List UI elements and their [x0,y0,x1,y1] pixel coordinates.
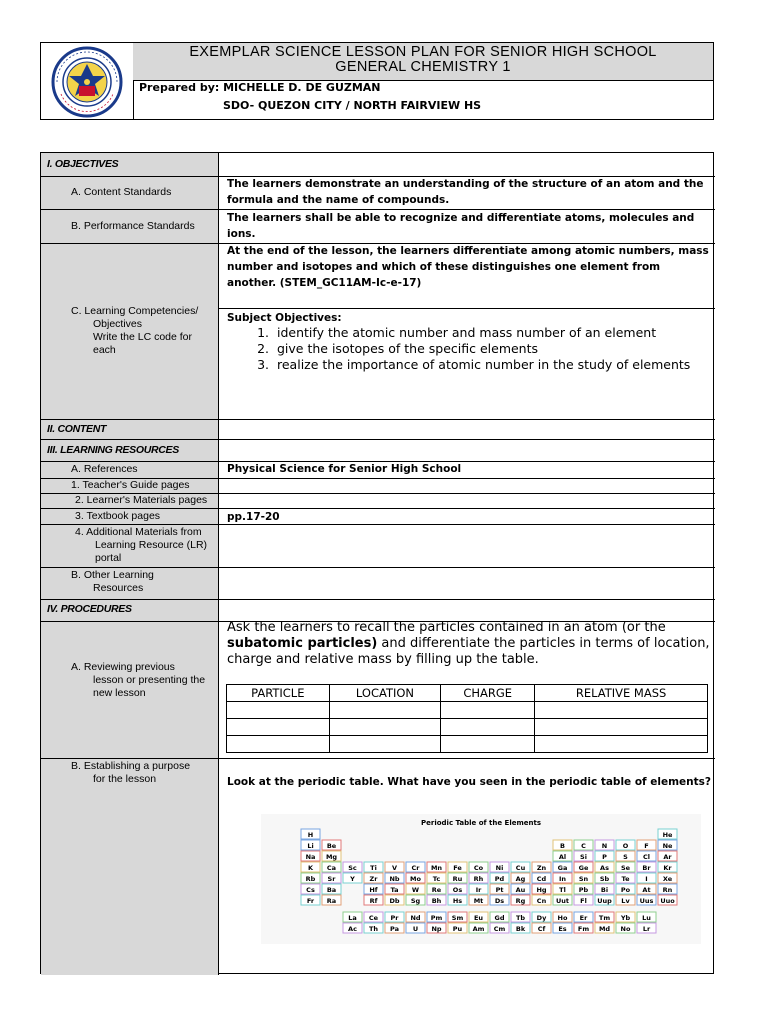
element-symbol: Cm [493,925,506,933]
table-cell[interactable] [329,736,441,753]
element-symbol: B [560,842,565,850]
reviewing-label-line: lesson or presenting the [93,674,206,686]
element-symbol: Bk [515,925,526,933]
element-symbol: Md [598,925,611,933]
element-symbol: Gd [494,914,505,922]
element-symbol: Pa [390,925,399,933]
element-symbol: Ru [452,875,463,883]
additional-label-line: portal [95,552,122,564]
element-symbol: Lr [642,925,651,933]
content-standards-value: The learners demonstrate an understanding of the structure of an atom and the formula and the name of compounds. [227,178,704,206]
element-symbol: Rb [305,875,316,883]
element-symbol: Pb [578,886,589,894]
element-symbol: Si [580,853,587,861]
element-symbol: Pm [430,914,443,922]
element-symbol: C [581,842,586,850]
list-item: 1. identify the atomic number and mass number of an element [273,325,711,341]
element-symbol: Tc [432,875,441,883]
table-cell[interactable] [227,719,330,736]
element-symbol: Ta [390,886,399,894]
table-header-row [227,685,708,702]
element-symbol: Ba [326,886,337,894]
purpose-label-line: B. Establishing a purpose [71,760,191,772]
competencies-value: At the end of the lesson, the learners differentiate among atomic numbers, mass number and isotopes and which of these distinguishes one element from another. (STEM_GC11AM-Ic-e-17) [227,245,709,289]
table-header: RELATIVE MASS [535,685,708,702]
element-symbol: Cu [515,864,526,872]
purpose-text: Look at the periodic table. What have you seen in the periodic table of elements? [227,776,712,788]
element-symbol: Sr [327,875,336,883]
element-symbol: Th [368,925,379,933]
element-symbol: Sn [578,875,589,883]
element-symbol: Uuo [660,897,675,905]
element-symbol: Ho [557,914,568,922]
resources-heading: III. LEARNING RESOURCES [47,444,179,456]
procedures-label-shade [41,599,218,975]
other-resources-label [71,569,154,595]
purpose-label-line: for the lesson [93,773,157,785]
element-symbol: Ga [557,864,568,872]
table-row [227,719,708,736]
element-symbol: Dy [536,914,547,922]
procedures-heading: IV. PROCEDURES [47,603,132,615]
element-symbol: Ir [475,886,482,894]
element-symbol: S [623,853,628,861]
element-symbol: Hg [536,886,547,894]
table-cell[interactable] [227,702,330,719]
reviewing-label-line: new lesson [93,687,146,699]
element-symbol: Fr [306,897,315,905]
subatomic-particles-term: subatomic particles) [227,636,378,651]
element-symbol: Rg [515,897,526,905]
element-symbol: Ar [663,853,672,861]
element-symbol: Pd [494,875,505,883]
competencies-label [71,305,198,357]
subject-objectives-heading: Subject Objectives: [227,312,342,324]
element-symbol: Uup [597,897,612,905]
table-cell[interactable] [441,719,535,736]
prepared-by: Prepared by: MICHELLE D. DE GUZMAN [139,81,381,94]
subject-objectives-list [227,325,711,373]
element-symbol: Ra [326,897,337,905]
element-symbol: Hs [452,897,463,905]
performance-standards-value: The learners shall be able to recognize and differentiate atoms, molecules and ions. [227,212,695,240]
periodic-table-image [261,814,701,944]
list-item: 2. give the isotopes of the specific elements [273,341,711,357]
element-symbol: Yb [620,914,631,922]
element-symbol: Rn [662,886,673,894]
element-symbol: Na [305,853,316,861]
lesson-plan-header [40,42,714,120]
purpose-label [71,760,190,786]
competencies-label-line: Write the LC code for [93,331,193,343]
element-symbol: Uut [555,897,570,905]
learners-materials-label: 2. Learner's Materials pages [75,494,208,506]
competencies-label-line: Objectives [93,318,143,330]
element-symbol: Cn [536,897,547,905]
element-symbol: Rh [473,875,484,883]
table-header: LOCATION [329,685,441,702]
element-symbol: Fe [453,864,462,872]
element-symbol: V [391,864,398,872]
table-header: CHARGE [441,685,535,702]
element-symbol: Rf [369,897,378,905]
element-symbol: Cr [411,864,420,872]
element-symbol: Pu [452,925,463,933]
element-symbol: Be [326,842,337,850]
reviewing-text-start: Ask the learners to recall the particles contained in an atom (or the [227,620,666,635]
reviewing-label-line: A. Reviewing previous [71,661,175,673]
element-symbol: I [645,875,648,883]
element-symbol: Mn [430,864,443,872]
reviewing-label [71,661,205,700]
other-label-line: Resources [93,582,144,594]
lesson-plan-table [40,152,714,974]
element-symbol: La [348,914,357,922]
element-symbol: As [600,864,609,872]
element-symbol: Sc [348,864,357,872]
element-symbol: He [662,831,673,839]
element-symbol: Ce [368,914,379,922]
element-symbol: Er [579,914,588,922]
element-symbol: Eu [473,914,484,922]
element-symbol: Ca [326,864,337,872]
element-symbol: Sg [410,897,421,905]
table-row [227,702,708,719]
element-symbol: Sb [599,875,610,883]
teachers-guide-label: 1. Teacher's Guide pages [71,479,190,491]
element-symbol: Fl [580,897,587,905]
element-symbol: Tl [559,886,566,894]
element-symbol: Np [431,925,442,933]
element-symbol: Li [307,842,314,850]
element-symbol: Nd [410,914,421,922]
element-symbol: Ag [515,875,526,883]
table-cell[interactable] [329,719,441,736]
performance-standards-label: B. Performance Standards [71,220,195,232]
element-symbol: Pt [495,886,504,894]
element-symbol: Ti [370,864,377,872]
element-symbol: W [411,886,420,894]
element-symbol: Am [472,925,485,933]
element-symbol: Po [620,886,631,894]
element-symbol: Fm [577,925,590,933]
periodic-table-title: Periodic Table of the Elements [421,819,541,827]
competencies-label-line: C. Learning Competencies/ [71,305,199,317]
reviewing-text-end: and differentiate the particles in terms of location, charge and relative mass by filling up the table. [227,636,710,667]
element-symbol: Br [642,864,651,872]
objectives-heading: I. OBJECTIVES [47,158,119,170]
element-symbol: Pr [390,914,399,922]
element-symbol: In [558,875,567,883]
element-symbol: Lv [621,897,630,905]
title-line-2: GENERAL CHEMISTRY 1 [335,59,511,75]
element-symbol: Kr [663,864,672,872]
table-cell[interactable] [535,702,708,719]
element-symbol: Bi [600,886,609,894]
element-symbol: Cl [643,853,650,861]
element-symbol: Tm [598,914,611,922]
element-symbol: Cd [536,875,547,883]
table-cell[interactable] [441,702,535,719]
school-division: SDO- QUEZON CITY / NORTH FAIRVIEW HS [223,99,482,112]
content-heading: II. CONTENT [47,423,107,435]
header-title [133,43,713,81]
element-symbol: Se [620,864,631,872]
element-symbol: Mt [473,897,484,905]
element-symbol: N [601,842,608,850]
element-symbol: Zn [536,864,547,872]
element-symbol: Mg [325,853,338,861]
element-symbol: Ne [662,842,673,850]
element-symbol: No [620,925,631,933]
element-symbol: At [642,886,651,894]
element-symbol: Co [473,864,484,872]
other-label-line: B. Other Learning [71,569,154,581]
element-symbol: U [412,925,419,933]
element-symbol: Ac [348,925,357,933]
textbook-value: pp.17-20 [227,511,280,523]
additional-label-line: 4. Additional Materials from [75,526,202,538]
element-symbol: Y [350,875,355,883]
element-symbol: Zr [369,875,378,883]
title-line-1: EXEMPLAR SCIENCE LESSON PLAN FOR SENIOR HIGH SCHOOL [189,44,657,60]
logo-cell [41,43,134,119]
element-symbol: Cs [306,886,315,894]
content-standards-label: A. Content Standards [71,186,172,198]
element-symbol: Os [452,886,463,894]
element-symbol: Re [431,886,442,894]
element-symbol: Nb [389,875,400,883]
element-symbol: F [644,842,649,850]
references-label: A. References [71,463,138,475]
element-symbol: Uus [639,897,654,905]
element-symbol: Tb [515,914,526,922]
competencies-label-line: each [93,344,116,356]
particle-table [226,684,708,753]
element-symbol: P [602,853,607,861]
element-symbol: Ge [578,864,589,872]
element-symbol: Lu [642,914,651,922]
element-symbol: Mo [410,875,421,883]
textbook-label: 3. Textbook pages [75,510,161,522]
references-value: Physical Science for Senior High School [227,463,462,475]
table-cell[interactable] [535,736,708,753]
element-symbol: Ds [494,897,505,905]
element-symbol: K [307,864,314,872]
element-symbol: Cf [537,925,546,933]
element-symbol: Es [558,925,567,933]
element-symbol: Hf [369,886,378,894]
table-header: PARTICLE [227,685,330,702]
reviewing-text [227,620,711,668]
element-symbol: Ni [495,864,504,872]
additional-materials-label [75,526,207,565]
table-cell[interactable] [535,719,708,736]
element-symbol: Au [515,886,526,894]
additional-label-line: Learning Resource (LR) [95,539,208,551]
element-symbol: H [307,831,314,839]
list-item: 3. realize the importance of atomic number in the study of elements [273,357,711,373]
table-cell[interactable] [441,736,535,753]
element-symbol: Te [621,875,630,883]
deped-seal-icon [49,46,125,118]
element-symbol: Al [558,853,567,861]
element-symbol: Sm [451,914,464,922]
element-symbol: O [622,842,629,850]
table-cell[interactable] [227,736,330,753]
element-symbol: Bh [431,897,442,905]
element-symbol: Db [389,897,400,905]
element-symbol: Xe [662,875,673,883]
table-cell[interactable] [329,702,441,719]
table-row [227,736,708,753]
